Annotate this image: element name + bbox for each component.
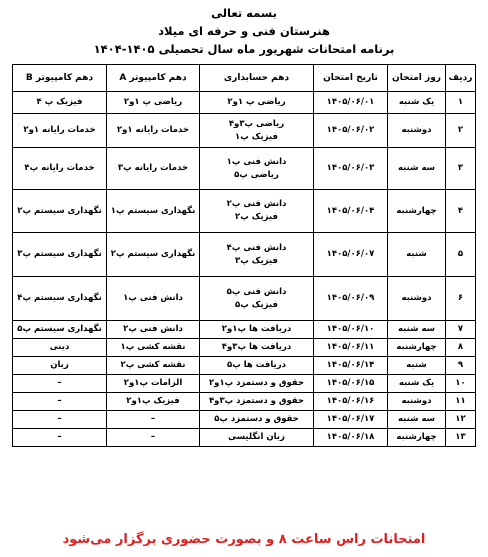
computer-b-cell <box>13 190 107 233</box>
exam-day-cell: سه شنبه <box>388 411 446 429</box>
exam-date-cell: ۱۴۰۵/۰۶/۱۰ <box>314 321 388 339</box>
computer-a-cell <box>107 411 200 429</box>
exam-day-cell: چهارشنبه <box>388 339 446 357</box>
computer-a-cell <box>107 233 200 277</box>
schedule-title: برنامه امتحانات شهریور ماه سال تحصیلی ۱۴۰۵-۱۴۰۴ <box>93 42 395 56</box>
subject-line: ریاضی پ ۱و۲ <box>227 97 286 107</box>
subject-line: – <box>150 432 156 442</box>
exam-day-cell: دوشنبه <box>388 393 446 411</box>
exam-date-cell: ۱۴۰۵/۰۶/۰۴ <box>314 190 388 233</box>
computer-a-cell <box>107 277 200 321</box>
row-number-cell: ۱۰ <box>446 375 476 393</box>
subject-line: ریاضی پ ۱و۲ <box>123 97 183 107</box>
subject-line: خدمات رایانه ۱و۲ <box>116 125 190 135</box>
computer-b-cell <box>13 375 107 393</box>
accounting-cell <box>200 357 314 375</box>
computer-b-cell <box>13 339 107 357</box>
table-row <box>13 114 476 148</box>
row-number-cell: ۲ <box>446 114 476 148</box>
subject-line: ریاضی پ۵ <box>234 169 279 180</box>
subject-line: خدمات رایانه پ۳ <box>117 163 189 173</box>
document-header <box>0 4 488 58</box>
subject-line: دینی <box>49 342 70 352</box>
computer-a-cell <box>107 429 200 447</box>
subject-line: فیزیک پ۱و۲ <box>126 396 180 406</box>
subject-line: خدمات رایانه پ۴ <box>24 163 95 173</box>
accounting-cell <box>200 411 314 429</box>
computer-a-cell <box>107 375 200 393</box>
exam-day-cell: چهارشنبه <box>388 429 446 447</box>
table-row <box>13 190 476 233</box>
exam-date-cell: ۱۴۰۵/۰۶/۰۱ <box>314 92 388 114</box>
subject-line: – <box>150 414 156 424</box>
subject-line: زبان انگلیسی <box>228 432 285 442</box>
exam-date-cell: ۱۴۰۵/۰۶/۰۹ <box>314 277 388 321</box>
accounting-cell <box>200 339 314 357</box>
table-header-row <box>13 65 476 92</box>
exam-day-cell: چهارشنبه <box>388 190 446 233</box>
table-body <box>13 92 476 447</box>
subject-line: دریافت ها پ۵ <box>227 360 286 370</box>
header-line-1: بسمه تعالی <box>211 6 277 20</box>
subject-line: فیزیک پ۵ <box>235 299 278 310</box>
exam-day-cell: شنبه <box>388 233 446 277</box>
computer-a-cell <box>107 190 200 233</box>
subject-line: نقشه کشی پ۱ <box>120 342 186 352</box>
subject-line: دانش فنی پ۵ <box>226 286 287 297</box>
computer-a-cell <box>107 357 200 375</box>
accounting-cell <box>200 233 314 277</box>
subject-line: دانش فنی پ۱ <box>226 156 287 167</box>
subject-line: نگهداری سیستم پ۲ <box>110 249 196 259</box>
row-number-cell: ۸ <box>446 339 476 357</box>
accounting-cell <box>200 92 314 114</box>
row-number-cell: ۱۱ <box>446 393 476 411</box>
accounting-cell <box>200 393 314 411</box>
subject-line: فیزیک پ۲ <box>235 212 278 222</box>
col-header-exam-date: تاریخ امتحان <box>314 65 388 92</box>
subject-line: نگهداری سیستم پ۲ <box>17 205 102 216</box>
exam-day-cell: دوشنبه <box>388 114 446 148</box>
exam-day-cell: شنبه <box>388 357 446 375</box>
exam-day-cell: دوشنبه <box>388 277 446 321</box>
subject-line: دریافت ها پ۱و۲ <box>221 324 292 334</box>
subject-line: حقوق و دستمزد پ۱و۲ <box>208 378 305 388</box>
subject-line: نقشه کشی پ۲ <box>120 360 186 370</box>
computer-b-cell <box>13 114 107 148</box>
row-number-cell: ۴ <box>446 190 476 233</box>
computer-b-cell <box>13 357 107 375</box>
subject-line: دانش فنی پ۲ <box>226 199 287 209</box>
computer-b-cell <box>13 148 107 190</box>
row-number-cell: ۵ <box>446 233 476 277</box>
accounting-cell <box>200 114 314 148</box>
subject-line: دانش فنی پ۱ <box>123 293 183 303</box>
exam-date-cell: ۱۴۰۵/۰۶/۱۱ <box>314 339 388 357</box>
table-row <box>13 411 476 429</box>
subject-line: – <box>57 432 62 442</box>
accounting-cell <box>200 148 314 190</box>
exam-date-cell: ۱۴۰۵/۰۶/۱۶ <box>314 393 388 411</box>
subject-line: نگهداری سیستم پ۴ <box>17 293 102 303</box>
col-header-exam-day: روز امتحان <box>388 65 446 92</box>
accounting-cell <box>200 375 314 393</box>
exam-day-cell: یک شنبه <box>388 92 446 114</box>
table-row <box>13 148 476 190</box>
table-row <box>13 321 476 339</box>
computer-a-cell <box>107 339 200 357</box>
subject-line: – <box>57 414 62 424</box>
accounting-cell <box>200 277 314 321</box>
table-row <box>13 429 476 447</box>
table-row <box>13 375 476 393</box>
computer-a-cell <box>107 321 200 339</box>
subject-line: نگهداری سیستم پ۱ <box>110 205 196 216</box>
subject-line: ریاضی پ۳و۴ <box>228 118 285 129</box>
computer-b-cell <box>13 321 107 339</box>
computer-a-cell <box>107 393 200 411</box>
table-row <box>13 277 476 321</box>
subject-line: خدمات رایانه ۱و۲ <box>23 125 96 135</box>
exam-day-cell: یک شنبه <box>388 375 446 393</box>
computer-b-cell <box>13 411 107 429</box>
subject-line: دانش فنی پ۴ <box>226 242 287 253</box>
subject-line: فیزیک پ۳ <box>235 255 278 266</box>
exam-date-cell: ۱۴۰۵/۰۶/۱۵ <box>314 375 388 393</box>
exam-date-cell: ۱۴۰۵/۰۶/۱۴ <box>314 357 388 375</box>
subject-line: نگهداری سیستم پ۳ <box>17 249 102 259</box>
row-number-cell: ۹ <box>446 357 476 375</box>
subject-line: فیزیک پ ۴ <box>36 97 83 107</box>
computer-a-cell <box>107 114 200 148</box>
accounting-cell <box>200 429 314 447</box>
subject-line: زبان <box>50 360 69 370</box>
exam-date-cell: ۱۴۰۵/۰۶/۰۳ <box>314 148 388 190</box>
subject-line: فیزیک پ۱ <box>235 131 278 142</box>
exam-date-cell: ۱۴۰۵/۰۶/۰۲ <box>314 114 388 148</box>
col-header-computer-b: دهم کامپیوتر B <box>13 65 107 92</box>
table-row <box>13 92 476 114</box>
table-row <box>13 357 476 375</box>
accounting-cell <box>200 321 314 339</box>
row-number-cell: ۱۲ <box>446 411 476 429</box>
col-header-accounting: دهم حسابداری <box>200 65 314 92</box>
exam-date-cell: ۱۴۰۵/۰۶/۱۸ <box>314 429 388 447</box>
row-number-cell: ۶ <box>446 277 476 321</box>
school-name: هنرستان فنی و حرفه ای میلاد <box>158 24 330 38</box>
table-row <box>13 393 476 411</box>
exam-day-cell: سه شنبه <box>388 148 446 190</box>
computer-b-cell <box>13 429 107 447</box>
subject-line: نگهداری سیستم پ۵ <box>17 324 102 334</box>
exam-day-cell: سه شنبه <box>388 321 446 339</box>
subject-line: حقوق و دستمزد پ۳و۴ <box>208 396 305 406</box>
exam-schedule-table <box>12 64 476 447</box>
computer-b-cell <box>13 277 107 321</box>
computer-a-cell <box>107 148 200 190</box>
row-number-cell: ۱ <box>446 92 476 114</box>
subject-line: الزامات پ۱و۲ <box>123 378 183 388</box>
computer-b-cell <box>13 233 107 277</box>
subject-line: – <box>57 378 62 388</box>
col-header-computer-a: دهم کامپیوتر A <box>107 65 200 92</box>
computer-a-cell <box>107 92 200 114</box>
computer-b-cell <box>13 92 107 114</box>
row-number-cell: ۳ <box>446 148 476 190</box>
exam-notice: امتحانات راس ساعت ۸ و بصورت حضوری برگزار می‌شود <box>62 532 426 547</box>
table-row <box>13 233 476 277</box>
exam-date-cell: ۱۴۰۵/۰۶/۱۷ <box>314 411 388 429</box>
row-number-cell: ۱۳ <box>446 429 476 447</box>
col-header-row-number: ردیف <box>446 65 476 92</box>
row-number-cell: ۷ <box>446 321 476 339</box>
subject-line: دانش فنی پ۲ <box>123 324 183 334</box>
accounting-cell <box>200 190 314 233</box>
exam-date-cell: ۱۴۰۵/۰۶/۰۷ <box>314 233 388 277</box>
subject-line: – <box>57 396 62 406</box>
subject-line: حقوق و دستمزد پ۵ <box>214 414 299 424</box>
computer-b-cell <box>13 393 107 411</box>
subject-line: دریافت ها پ۳و۴ <box>221 342 292 352</box>
table-row <box>13 339 476 357</box>
